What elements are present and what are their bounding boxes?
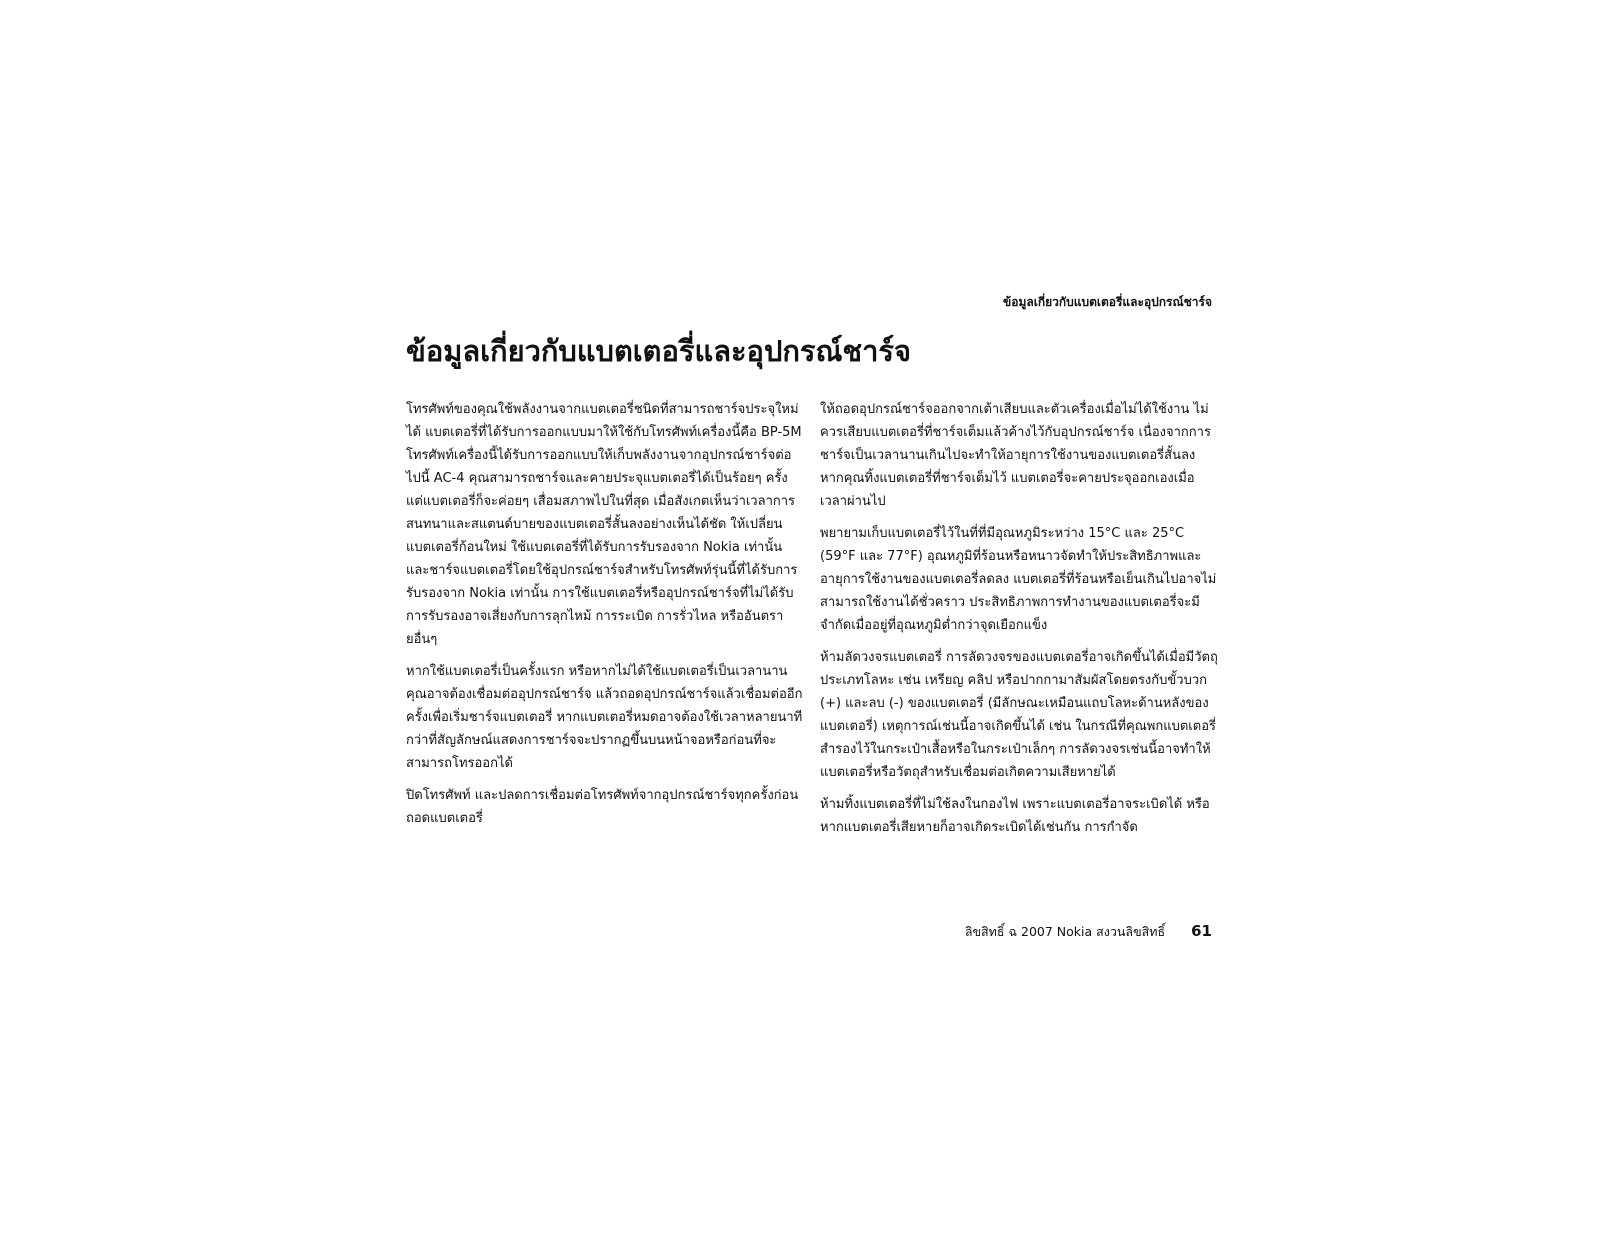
paragraph-battery-usage: โทรศัพท์ของคุณใช้พลังงานจากแบตเตอรี่ชนิดที่สามารถชาร์จประจุใหม่ได้ แบตเตอรี่ที่ได้รับการออกแบบมาให้ใช้กับโทรศัพท์เครื่องนี้คือ BP-5M โทรศัพท์เครื่องนี้ได้รับการออกแบบให้เก็บพลังงานจากอุปกรณ์ชาร์จต่อไปนี้ AC-4 คุณสามารถชาร์จและคายประจุแบตเตอรี่ได้เป็นร้อยๆ ครั้ง แต่แบตเตอรี่ก็จะค่อยๆ เสื่อมสภาพไปในที่สุด เมื่อสังเกตเห็นว่าเวลาการสนทนาและสแตนด์บายของแบตเตอรี่สั้นลงอย่างเห็นได้ชัด ให้เปลี่ยนแบตเตอรี่ก้อนใหม่ ใช้แบตเตอรี่ที่ได้รับการรับรองจาก Nokia เท่านั้น และชาร์จแบตเตอรี่โดยใช้อุปกรณ์ชาร์จสำหรับโทรศัพท์รุ่นนี้ที่ได้รับการรับรองจาก Nokia เท่านั้น การใช้แบตเตอรี่หรืออุปกรณ์ชาร์จที่ไม่ได้รับการรับรองอาจเสี่ยงกับการลุกไหม้ การระเบิด การรั่วไหล หรืออันตรายอื่นๆ xyxy=(406,402,802,647)
page-footer xyxy=(820,922,1212,942)
paragraph-short-circuit: ห้ามลัดวงจรแบตเตอรี่ การลัดวงจรของแบตเตอรี่อาจเกิดขึ้นได้เมื่อมีวัตถุประเภทโลหะ เช่น เหรียญ คลิป หรือปากกามาสัมผัสโดยตรงกับขั้วบวก (+) และลบ (-) ของแบตเตอรี่ (มีลักษณะเหมือนแถบโลหะด้านหลังของแบตเตอรี่) เหตุการณ์เช่นนี้อาจเกิดขึ้นได้ เช่น ในกรณีที่คุณพกแบตเตอรี่สำรองไว้ในกระเป๋าเสื้อหรือในกระเป๋าเล็กๆ การลัดวงจรเช่นนี้อาจทำให้แบตเตอรี่หรือวัตถุสำหรับเชื่อมต่อเกิดความเสียหายได้ xyxy=(820,650,1218,780)
paragraph-unplug-charger: ให้ถอดอุปกรณ์ชาร์จออกจากเต้าเสียบและตัวเครื่องเมื่อไม่ได้ใช้งาน ไม่ควรเสียบแบตเตอรี่ที่ชาร์จเต็มแล้วค้างไว้กับอุปกรณ์ชาร์จ เนื่องจากการชาร์จเป็นเวลานานเกินไปจะทำให้อายุการใช้งานของแบตเตอรี่สั้นลง หากคุณทิ้งแบตเตอรี่ที่ชาร์จเต็มไว้ แบตเตอรี่จะคายประจุออกเองเมื่อเวลาผ่านไป xyxy=(820,402,1211,509)
copyright-notice: ลิขสิทธิ์ ฉ 2007 Nokia สงวนลิขสิทธิ์ xyxy=(964,924,1166,939)
page-title: ข้อมูลเกี่ยวกับแบตเตอรี่และอุปกรณ์ชาร์จ xyxy=(406,334,911,368)
paragraph-temperature: พยายามเก็บแบตเตอรี่ไว้ในที่ที่มีอุณหภูมิระหว่าง 15°C และ 25°C (59°F และ 77°F) อุณหภูมิที่ร้อนหรือหนาวจัดทำให้ประสิทธิภาพและอายุการใช้งานของแบตเตอรี่ลดลง แบตเตอรี่ที่ร้อนหรือเย็นเกินไปอาจไม่สามารถใช้งานได้ชั่วคราว ประสิทธิภาพการทำงานของแบตเตอรี่จะมีจำกัดเมื่ออยู่ที่อุณหภูมิต่ำกว่าจุดเยือกแข็ง xyxy=(820,526,1217,633)
paragraph-disposal: ห้ามทิ้งแบตเตอรี่ที่ไม่ใช้ลงในกองไฟ เพราะแบตเตอรี่อาจระเบิดได้ หรือหากแบตเตอรี่เสียหายก็อาจเกิดระเบิดได้เช่นกัน การกำจัด xyxy=(820,797,1210,835)
left-column xyxy=(406,398,806,839)
paragraph-first-charge: หากใช้แบตเตอรี่เป็นครั้งแรก หรือหากไม่ได้ใช้แบตเตอรี่เป็นเวลานาน คุณอาจต้องเชื่อมต่ออุปกรณ์ชาร์จ แล้วถอดอุปกรณ์ชาร์จแล้วเชื่อมต่ออีกครั้งเพื่อเริ่มชาร์จแบตเตอรี่ หากแบตเตอรี่หมดอาจต้องใช้เวลาหลายนาทีกว่าที่สัญลักษณ์แสดงการชาร์จจะปรากฏขึ้นบนหน้าจอหรือก่อนที่จะสามารถโทรออกได้ xyxy=(406,664,803,771)
paragraph-switch-off: ปิดโทรศัพท์ และปลดการเชื่อมต่อโทรศัพท์จากอุปกรณ์ชาร์จทุกครั้งก่อนถอดแบตเตอรี่ xyxy=(406,788,799,826)
right-column xyxy=(820,398,1220,848)
running-header: ข้อมูลเกี่ยวกับแบตเตอรี่และอุปกรณ์ชาร์จ xyxy=(1003,295,1212,309)
page-number: 61 xyxy=(1191,922,1212,940)
